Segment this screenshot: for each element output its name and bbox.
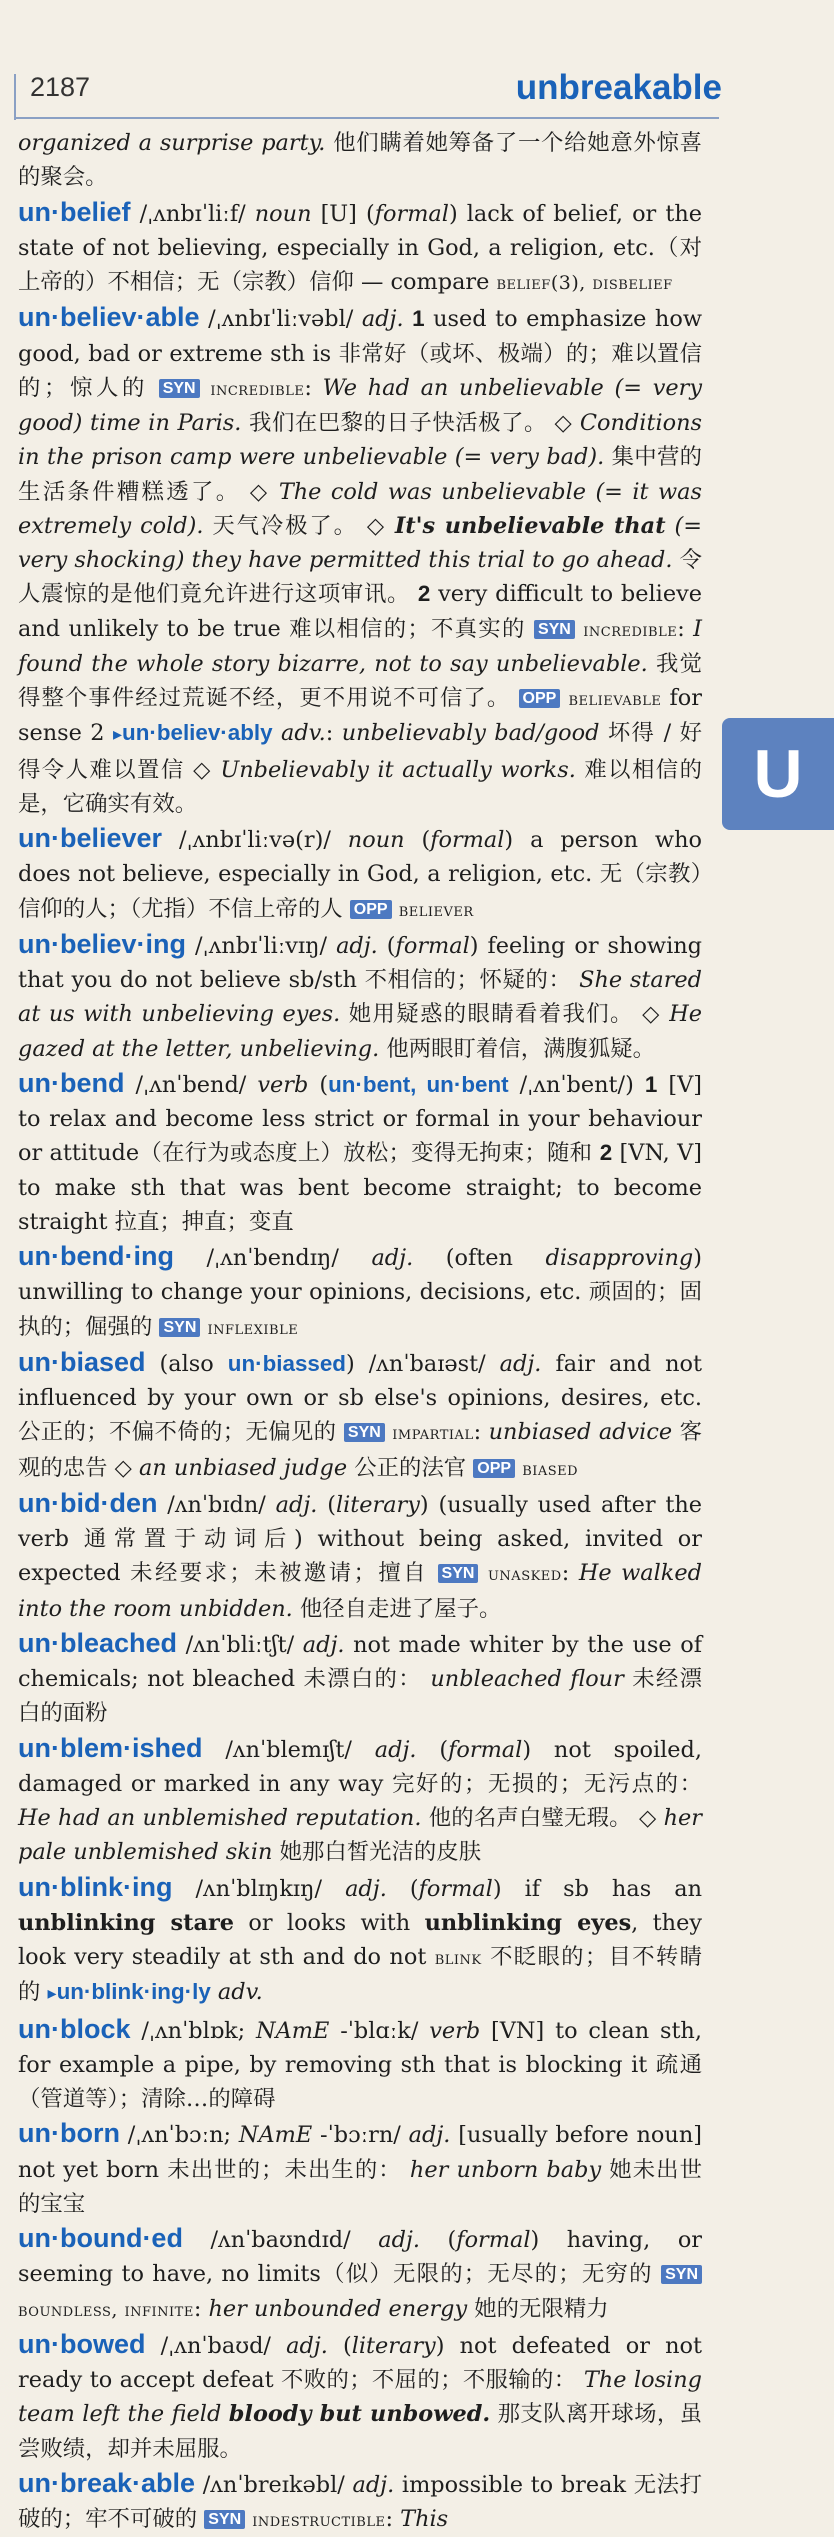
example-text: He walked into the room unbidden. bbox=[18, 1560, 702, 1622]
dictionary-entry bbox=[18, 2221, 702, 2327]
entry-text: ) lack of belief, or the state of not believing, especially in God, a religion, etc.（对上帝的）不相信；无（宗教）信仰 — compare bbox=[18, 200, 703, 295]
example-text: bloody but unbowed. bbox=[228, 2401, 491, 2428]
dictionary-entry bbox=[18, 2466, 702, 2537]
entry-text: ) feeling or showing that you do not believe sb/sth 不相信的；怀疑的： bbox=[18, 932, 703, 993]
example-text: formal bbox=[395, 932, 470, 959]
headword: un·bowed bbox=[18, 2328, 146, 2359]
entry-text: 她那白皙光洁的皮肤 bbox=[272, 1839, 482, 1866]
headword: un·bend·ing bbox=[18, 1241, 174, 1271]
small-caps-term: boundless, infinite bbox=[18, 2298, 194, 2321]
dictionary-entry bbox=[18, 1066, 702, 1239]
entry-text bbox=[575, 616, 583, 642]
headword: un·blink·ing bbox=[18, 1871, 173, 1902]
example-text: her pale unblemished skin bbox=[18, 1805, 702, 1866]
headword: un·bend bbox=[18, 1067, 125, 1098]
entry-text: : bbox=[473, 1419, 489, 1446]
entry-text: not made whiter by the use of chemicals; not bleached 未漂白的： bbox=[18, 1631, 702, 1692]
entry-text: /ˌʌnbɪˈliːvɪŋ/ bbox=[186, 932, 337, 959]
example-text: an unbiased judge bbox=[139, 1454, 348, 1481]
example-text: adj. bbox=[371, 1245, 414, 1271]
entry-text: 他们瞒着她筹备了一个给她意外惊喜的聚会。 bbox=[18, 130, 702, 191]
bold-text: unblinking eyes bbox=[424, 1909, 632, 1936]
entry-text: /ʌnˈbliːtʃt/ bbox=[177, 1631, 303, 1658]
small-caps-term: incredible bbox=[583, 618, 678, 641]
example-text: formal bbox=[448, 1736, 523, 1763]
example-text: noun bbox=[347, 827, 405, 853]
entry-text: 天气冷极了。 ◇ bbox=[203, 512, 395, 539]
entry-text: [V] to relax and become less strict or formal in your behaviour or attitude（在行为或态度上）放松；变得无拘束；随和 bbox=[18, 1071, 703, 1167]
entry-text: very difficult to believe and unlikely to be true 难以相信的；不真实的 bbox=[18, 581, 702, 642]
derivative-arrow: ▸ bbox=[112, 724, 123, 746]
label-badge: OPP bbox=[519, 689, 561, 708]
entry-text: ) not spoiled, damaged or marked in any way 完好的；无损的；无污点的： bbox=[18, 1736, 702, 1797]
example-text: unbelievably bad/good bbox=[341, 720, 600, 747]
headword: un·belief bbox=[18, 196, 131, 227]
dictionary-entry bbox=[18, 927, 702, 1066]
headword: un·believ·able bbox=[18, 302, 200, 333]
entry-text: : bbox=[193, 2295, 209, 2322]
entry-text: : bbox=[561, 1560, 579, 1587]
headword: un·believer bbox=[18, 823, 163, 853]
example-text: (= very shocking) they have permitted this trial to go ahead. bbox=[18, 512, 703, 573]
entry-text: 我们在巴黎的日子快活极了。 ◇ bbox=[241, 410, 580, 436]
example-text: adj. bbox=[275, 1491, 318, 1518]
entry-text: /ʌnˈblɪŋkɪŋ/ bbox=[172, 1875, 346, 1902]
dictionary-column bbox=[18, 126, 703, 2532]
dictionary-entry bbox=[18, 1731, 702, 1870]
example-text: disapproving bbox=[545, 1245, 694, 1271]
entry-text bbox=[221, 2401, 228, 2427]
entry-text bbox=[478, 1560, 488, 1586]
entry-text: 未经漂白的面粉 bbox=[18, 1666, 702, 1727]
header-rule-vertical bbox=[14, 74, 16, 120]
entry-text: /ʌnˈblemɪʃt/ bbox=[202, 1736, 375, 1763]
entry-text bbox=[200, 1314, 207, 1340]
entry-text: (often bbox=[413, 1245, 546, 1271]
dictionary-entry bbox=[18, 195, 702, 301]
sense-number: 1 bbox=[644, 1071, 658, 1097]
example-text: This bbox=[400, 2506, 449, 2532]
entry-text: /ˌʌnbɪˈliːf/ bbox=[130, 200, 255, 227]
label-badge: SYN bbox=[661, 2265, 702, 2284]
entry-text: ( bbox=[419, 2227, 457, 2253]
small-caps-term: biased bbox=[522, 1457, 579, 1480]
cross-reference: un·blink·ing·ly bbox=[56, 1979, 211, 2005]
label-badge: OPP bbox=[473, 1459, 515, 1478]
dictionary-entry bbox=[18, 1345, 702, 1486]
entry-text: 他的名声白璧无瑕。 ◇ bbox=[421, 1805, 664, 1831]
example-text: organized a surprise party. bbox=[18, 130, 326, 156]
entry-text: : bbox=[325, 720, 342, 747]
entry-text: ( bbox=[317, 1491, 336, 1518]
example-text: adj. bbox=[499, 1350, 542, 1377]
example-text: NAmE bbox=[238, 2122, 313, 2149]
entry-text: ) (usually used after the verb 通常置于动词后) without being asked, invited or expected 未经要求；未被邀请；擅自 bbox=[18, 1491, 702, 1587]
entry-text: 令人震惊的是他们竟允许进行这项审讯。 bbox=[18, 547, 702, 608]
headword: un·born bbox=[18, 2118, 120, 2149]
page-header bbox=[0, 0, 834, 118]
example-text: literary bbox=[351, 2332, 436, 2359]
example-text: adj. bbox=[374, 1736, 417, 1763]
running-head: unbreakable bbox=[515, 68, 722, 107]
small-caps-term: believer bbox=[398, 898, 474, 921]
example-text: Unbelievably it actually works. bbox=[220, 756, 576, 783]
example-text: NAmE bbox=[256, 2017, 330, 2044]
label-badge: SYN bbox=[159, 1318, 200, 1337]
small-caps-term: unasked bbox=[487, 1563, 562, 1586]
dictionary-entry bbox=[18, 1870, 702, 2012]
dictionary-entry bbox=[18, 1626, 702, 1731]
entry-text: 他径自走进了屋子。 bbox=[292, 1595, 502, 1622]
alphabet-thumb-tab: U bbox=[722, 718, 834, 830]
entry-text bbox=[392, 896, 399, 922]
small-caps-term: believable bbox=[568, 688, 662, 710]
headword: un·believ·ing bbox=[18, 928, 186, 959]
entry-text: or looks with bbox=[234, 1909, 425, 1936]
example-text: adj. bbox=[352, 2471, 395, 2498]
example-text: adj. bbox=[408, 2122, 451, 2149]
headword: un·bleached bbox=[18, 1627, 178, 1658]
label-badge: OPP bbox=[350, 900, 392, 919]
sense-number: 2 bbox=[599, 1140, 613, 1166]
label-badge: SYN bbox=[204, 2510, 245, 2529]
dictionary-entry bbox=[18, 2012, 702, 2117]
example-text: He gazed at the letter, unbelieving. bbox=[18, 1001, 702, 1062]
header-rule-horizontal bbox=[14, 117, 719, 119]
headword: un·bound·ed bbox=[18, 2223, 183, 2253]
small-caps-term: inflexible bbox=[207, 1316, 299, 1339]
entry-text: 客观的忠告 ◇ bbox=[18, 1419, 702, 1481]
example-text: formal bbox=[456, 2227, 531, 2253]
entry-text: /ˌʌnˈbendɪŋ/ bbox=[173, 1245, 372, 1271]
example-text: noun bbox=[254, 200, 312, 227]
example-text: unbiased advice bbox=[488, 1419, 673, 1446]
example-text: Conditions in the prison camp were unbelievable (= very bad). bbox=[18, 410, 702, 471]
entry-text bbox=[211, 1979, 218, 2005]
derivative-arrow: ▸ bbox=[47, 1983, 57, 2005]
entry-text: : bbox=[385, 2506, 401, 2532]
headword: un·blem·ished bbox=[18, 1732, 203, 1763]
dictionary-entry bbox=[18, 126, 702, 195]
dictionary-entry bbox=[18, 2327, 702, 2466]
dictionary-entry bbox=[18, 821, 702, 927]
entry-text bbox=[273, 720, 281, 746]
example-text: her unbounded energy bbox=[208, 2295, 468, 2322]
page-number: 2187 bbox=[30, 72, 91, 102]
example-text: It's unbelievable that bbox=[394, 512, 666, 539]
example-text: formal bbox=[418, 1875, 493, 1902]
cross-reference: un·bent, un·bent bbox=[328, 1071, 509, 1097]
entry-text: 那支队离开球场，虽尝败绩，却并未屈服。 bbox=[18, 2401, 703, 2462]
entry-text: 她未出世的宝宝 bbox=[18, 2156, 703, 2217]
entry-text: [usually before noun] not yet born 未出世的；未出生的： bbox=[18, 2122, 702, 2183]
example-text: verb bbox=[429, 2017, 481, 2044]
headword: un·biased bbox=[18, 1346, 146, 1377]
entry-text: -ˈbɔːrn/ bbox=[312, 2122, 409, 2149]
example-text: adv. bbox=[217, 1979, 263, 2006]
entry-text: impossible to break 无法打破的；牢不可破的 bbox=[18, 2471, 703, 2532]
dictionary-entry bbox=[18, 300, 702, 821]
entry-text: ) unwilling to change your opinions, decisions, etc. 顽固的；固执的；倔强的 bbox=[18, 1245, 702, 1340]
entry-text: ( bbox=[386, 1875, 419, 1902]
entry-text: ) /ʌnˈbaɪəst/ bbox=[345, 1350, 500, 1377]
small-caps-term: impartial bbox=[392, 1422, 474, 1445]
entry-text: [VN, V] to make sth that was bent become straight; to become straight 拉直；抻直；变直 bbox=[18, 1140, 702, 1235]
entry-text: for sense 2 bbox=[18, 685, 702, 747]
entry-text: /ˌʌnbɪˈliːvə(r)/ bbox=[162, 827, 348, 853]
entry-text: 坏得 / 好得令人难以置信 ◇ bbox=[18, 720, 702, 783]
example-text: adj. bbox=[361, 306, 404, 333]
example-text: verb bbox=[257, 1071, 309, 1098]
small-caps-term: incredible bbox=[210, 377, 305, 400]
example-text: unbleached flour bbox=[430, 1666, 624, 1692]
example-text: formal bbox=[374, 200, 449, 227]
example-text: literary bbox=[335, 1491, 420, 1518]
headword: un·break·able bbox=[18, 2467, 196, 2498]
example-text: She stared at us with unbelieving eyes. bbox=[18, 967, 702, 1028]
entry-text: -ˈblɑːk/ bbox=[329, 2017, 430, 2044]
entry-text: /ʌnˈbreɪkəbl/ bbox=[195, 2471, 353, 2498]
example-text: formal bbox=[430, 827, 505, 853]
dictionary-entry bbox=[18, 1239, 702, 1345]
entry-text: fair and not influenced by your own or sb else's opinions, desires, etc. 公正的；不偏不倚的；无偏见的 bbox=[18, 1350, 702, 1446]
entry-text bbox=[200, 375, 211, 401]
example-text: adj. bbox=[378, 2227, 420, 2253]
headword: un·bid·den bbox=[18, 1487, 158, 1518]
entry-text: /ˌʌnbɪˈliːvəbl/ bbox=[199, 306, 362, 333]
example-text: her unborn baby bbox=[409, 2156, 602, 2183]
entry-text: , they look very steadily at sth and do not bbox=[18, 1909, 702, 1970]
entry-text: ( bbox=[327, 2332, 352, 2359]
entry-text: ) a person who does not believe, especially in God, a religion, etc. 无（宗教）信仰的人；（尤指）不信上帝的人 bbox=[18, 827, 703, 922]
entry-text: [VN] to clean sth, for example a pipe, by removing sth that is blocking it 疏通（管道等）；清除…的障碍 bbox=[18, 2017, 702, 2112]
cross-reference: un·believ·ably bbox=[122, 720, 273, 746]
entry-text: /ʌnˈbaʊndɪd/ bbox=[182, 2227, 379, 2253]
entry-text: ) if sb has an bbox=[492, 1875, 702, 1902]
example-text: adj. bbox=[345, 1875, 387, 1902]
entry-text: 公正的法官 bbox=[347, 1454, 474, 1481]
entry-text: ) having, or seeming to have, no limits（似）无限的；无尽的；无穷的 bbox=[18, 2227, 702, 2288]
entry-text: ( bbox=[404, 827, 431, 853]
small-caps-term: blink bbox=[434, 1947, 482, 1969]
entry-text: /ˌʌnˈbend/ bbox=[124, 1071, 258, 1098]
example-text: adj. bbox=[286, 2332, 328, 2359]
entry-text: 他两眼盯着信，满腹狐疑。 bbox=[379, 1035, 656, 1062]
headword: un·block bbox=[18, 2013, 131, 2044]
entry-text: /ʌnˈbɪdn/ bbox=[157, 1491, 276, 1518]
small-caps-term: belief(3), disbelief bbox=[496, 272, 673, 294]
example-text: The cold was unbelievable (= it was extremely cold). bbox=[18, 478, 702, 539]
entry-text: /ˌʌnˈbɔːn; bbox=[119, 2122, 239, 2149]
entry-text: : bbox=[304, 374, 323, 401]
sense-number: 2 bbox=[417, 581, 431, 607]
bold-text: unblinking stare bbox=[18, 1909, 234, 1936]
entry-text: ( bbox=[308, 1071, 329, 1098]
example-text: adj. bbox=[302, 1631, 345, 1658]
label-badge: SYN bbox=[534, 620, 575, 639]
dictionary-entry bbox=[18, 1486, 702, 1626]
entry-text: ) not defeated or not ready to accept defeat 不败的；不屈的；不服输的： bbox=[18, 2332, 702, 2393]
entry-text: used to emphasize how good, bad or extreme sth is 非常好（或坏、极端）的；难以置信的；惊人的 bbox=[18, 306, 702, 401]
entry-text: 难以相信的是，它确实有效。 bbox=[18, 756, 702, 817]
entry-text bbox=[404, 306, 413, 332]
dictionary-entry bbox=[18, 2116, 702, 2221]
entry-text: (also bbox=[145, 1350, 228, 1377]
entry-text: 我觉得整个事件经过荒诞不经，更不用说不可信了。 bbox=[18, 650, 702, 711]
entry-text: ( bbox=[377, 932, 396, 959]
entry-text: 她用疑惑的眼睛看着我们。 ◇ bbox=[340, 1001, 670, 1028]
cross-reference: un·biassed bbox=[227, 1350, 346, 1376]
label-badge: SYN bbox=[438, 1564, 479, 1583]
entry-text: : bbox=[677, 615, 694, 642]
entry-text: 集中营的生活条件糟糕透了。 ◇ bbox=[18, 444, 702, 505]
example-text: adv. bbox=[280, 720, 326, 747]
small-caps-term: indestructible bbox=[252, 2509, 386, 2531]
entry-text: /ˌʌnˈblɒk; bbox=[130, 2017, 257, 2044]
example-text: The losing team left the field bbox=[18, 2367, 702, 2428]
label-badge: SYN bbox=[159, 379, 200, 398]
entry-text bbox=[666, 513, 675, 539]
example-text: He had an unblemished reputation. bbox=[18, 1805, 422, 1831]
entry-text: ( bbox=[416, 1736, 449, 1763]
example-text: I found the whole story bizarre, not to say unbelievable. bbox=[18, 615, 702, 677]
sense-number: 1 bbox=[412, 306, 425, 332]
label-badge: SYN bbox=[344, 1423, 385, 1442]
entry-text: 她的无限精力 bbox=[467, 2295, 609, 2322]
entry-text: /ˌʌnˈbaʊd/ bbox=[145, 2332, 287, 2359]
entry-text: [U] ( bbox=[311, 200, 375, 227]
example-text: We had an unbelievable (= very good) time in Paris. bbox=[18, 374, 702, 436]
entry-text: 不眨眼的；目不转睛的 bbox=[18, 1944, 702, 2006]
example-text: adj. bbox=[336, 932, 378, 959]
entry-text: /ˌʌnˈbent/) bbox=[508, 1071, 645, 1098]
